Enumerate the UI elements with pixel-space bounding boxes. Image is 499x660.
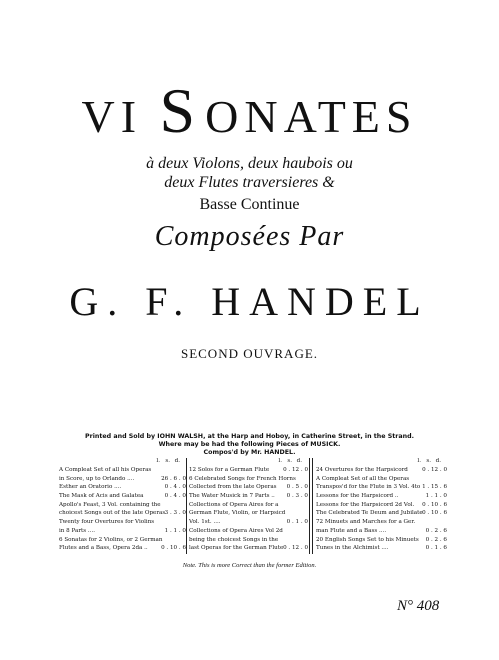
composees-heading: Composées Par — [154, 221, 345, 252]
entry-title: Collections of Opera Aires Vol 2d — [189, 527, 283, 534]
catalogue-column-1 — [59, 457, 186, 553]
composer-name: G. F. HANDEL — [69, 279, 430, 324]
entry-title: Esther an Oratorio .... — [59, 484, 122, 491]
entry-price: 1 . 15 . 6 — [422, 484, 447, 491]
catalogue-entry — [59, 483, 186, 492]
entry-title: 72 Minuets and Marches for a Ger. — [316, 519, 416, 526]
title-roman: VI — [81, 91, 143, 142]
column-divider — [312, 458, 313, 554]
entry-price: 1 . 1 . 0 — [164, 527, 186, 534]
imprint-line-3: Compos'd by Mr. HANDEL. — [203, 449, 296, 456]
catalogue-entry — [59, 544, 186, 553]
entry-title: in Score, up to Orlando .... — [59, 475, 135, 482]
catalogue-entry — [189, 492, 308, 501]
lsd-label: d. — [174, 458, 180, 464]
catalogue-entry — [59, 475, 186, 484]
entry-title: A Compleat Set of all his Operas — [59, 467, 152, 473]
catalogue-entry — [59, 501, 186, 510]
entry-price: 1 . 1 . 0 — [425, 493, 447, 500]
opus-label: SECOND OUVRAGE. — [180, 346, 319, 361]
entry-price: 0 . 5 . 0 — [286, 484, 308, 491]
lsd-header — [59, 457, 186, 466]
lsd-label: d. — [296, 458, 302, 464]
catalogue-entry — [59, 536, 186, 545]
catalogue-entry — [189, 544, 308, 553]
entry-price: 0 . 2 . 6 — [425, 527, 447, 534]
entry-title: man Flute and a Bass .... — [316, 527, 387, 534]
catalogue-entry — [59, 492, 186, 501]
lsd-label: l. — [156, 458, 160, 464]
lsd-label: l. — [417, 458, 421, 464]
lsd-header — [189, 457, 308, 466]
entry-title: Tunes in the Alchimist .... — [316, 545, 389, 552]
entry-title: 6 Sonatas for 2 Violins, or 2 German — [59, 536, 163, 543]
entry-title: Collections of Opera Aires for a — [189, 501, 279, 508]
entry-title: Apollo's Feast, 3 Vol. containing the — [59, 501, 161, 508]
catalogue-entry — [189, 501, 308, 510]
entry-title: The Mask of Acis and Galatea — [59, 493, 144, 500]
entry-title: in 8 Parts .... — [59, 527, 96, 534]
entry-title: Lessons for the Harpsicord 2d Vol. — [316, 501, 415, 508]
catalogue-entry — [189, 475, 308, 484]
catalogue-entry — [316, 466, 447, 475]
catalogue-entry — [316, 483, 447, 492]
catalogue-entry — [316, 518, 447, 527]
catalogue-entry — [59, 527, 186, 536]
catalogue-entry — [316, 544, 447, 553]
entry-price: 0 . 12 . 0 — [422, 467, 447, 473]
catalogue-entry — [189, 527, 308, 536]
entry-title: 24 Overtures for the Harpsicord — [316, 467, 408, 473]
entry-title: The Celebrated Te Deum and Jubilate — [316, 510, 423, 517]
entry-title: 20 English Songs Set to his Minuets — [316, 536, 419, 543]
imprint-line-1: Printed and Sold by IOHN WALSH, at the Harp and Hoboy, in Catherine Street, in the Strand. — [85, 433, 414, 440]
entry-price: 0 . 1 . 0 — [286, 519, 308, 526]
catalogue-entry — [316, 509, 447, 518]
catalogue-entry — [316, 527, 447, 536]
entry-title: being the choicest Songs in the — [189, 536, 279, 543]
column-divider — [186, 458, 187, 554]
page-title — [0, 74, 499, 148]
entry-title: German Flute, Violin, or Harpsicd — [189, 510, 286, 517]
entry-title: Flutes and a Bass, Opera 2da .. — [59, 545, 148, 552]
catalogue-entry — [316, 536, 447, 545]
catalogue-entry — [316, 501, 447, 510]
entry-title: 12 Solos for a German Flute — [189, 467, 270, 473]
entry-price: 3 . 3 . 0 — [164, 510, 186, 517]
entry-title: Twenty four Overtures for Violins — [59, 519, 155, 526]
entry-title: Vol. 1st. .... — [189, 519, 221, 526]
catalogue-entry — [189, 466, 308, 475]
subtitle-line-3: Basse Continue — [199, 196, 300, 213]
lsd-label: l. — [278, 458, 282, 464]
entry-price: 0 . 10 . 6 — [422, 501, 447, 508]
subtitle-line-2: deux Flutes traversieres & — [164, 174, 335, 191]
lsd-label: s. — [287, 458, 292, 464]
catalogue-entry — [189, 518, 308, 527]
title-first-letter: S — [159, 75, 206, 146]
catalogue-number: N° 408 — [397, 598, 440, 614]
lsd-label: d. — [435, 458, 441, 464]
entry-price: 0 . 12 . 0 — [283, 467, 308, 473]
entry-price: 0 . 10 . 6 — [161, 545, 186, 552]
entry-title: last Operas for the German Flute — [189, 545, 284, 552]
entry-price: 26 . 6 . 0 — [161, 475, 186, 482]
catalogue-entry — [189, 483, 308, 492]
column-divider — [309, 458, 310, 554]
catalogue-entry — [59, 518, 186, 527]
entry-title: Collected from the late Operas — [189, 484, 277, 491]
catalogue-entry — [189, 536, 308, 545]
entry-price: 0 . 3 . 0 — [286, 493, 308, 500]
catalogue-entry — [316, 492, 447, 501]
imprint-line-2: Where may be had the following Pieces of MUSICK. — [158, 441, 341, 448]
catalogue-column-3 — [316, 457, 447, 553]
catalogue-entry — [59, 509, 186, 518]
catalogue-column-2 — [189, 457, 308, 553]
entry-price: 0 . 4 . 0 — [164, 493, 186, 500]
entry-title: The Water Musick in 7 Parts .. — [189, 493, 275, 500]
entry-title: Transpos'd for the Flute in 3 Vol. 4to — [316, 484, 421, 491]
lsd-label: s. — [426, 458, 431, 464]
catalogue-entry — [316, 475, 447, 484]
entry-price: 0 . 12 . 0 — [283, 545, 308, 552]
entry-title: A Compleat Set of all the Operas — [316, 475, 410, 482]
edition-note: Note. This is more Correct than the former Edition. — [182, 562, 317, 569]
entry-price: 0 . 2 . 6 — [425, 536, 447, 543]
catalogue-entry — [59, 466, 186, 475]
entry-title: Lessons for the Harpsicord .. — [316, 493, 399, 500]
entry-title: choicest Songs out of the late Operas — [59, 510, 166, 517]
lsd-label: s. — [165, 458, 170, 464]
entry-price: 0 . 10 . 6 — [422, 510, 447, 517]
subtitle-line-1: à deux Violons, deux haubois ou — [146, 155, 353, 172]
lsd-header — [316, 457, 447, 466]
title-rest: ONATES — [205, 91, 418, 142]
entry-title: 6 Celebrated Songs for French Horns — [189, 475, 296, 482]
entry-price: 0 . 1 . 6 — [425, 545, 447, 552]
entry-price: 0 . 4 . 0 — [164, 484, 186, 491]
catalogue-entry — [189, 509, 308, 518]
